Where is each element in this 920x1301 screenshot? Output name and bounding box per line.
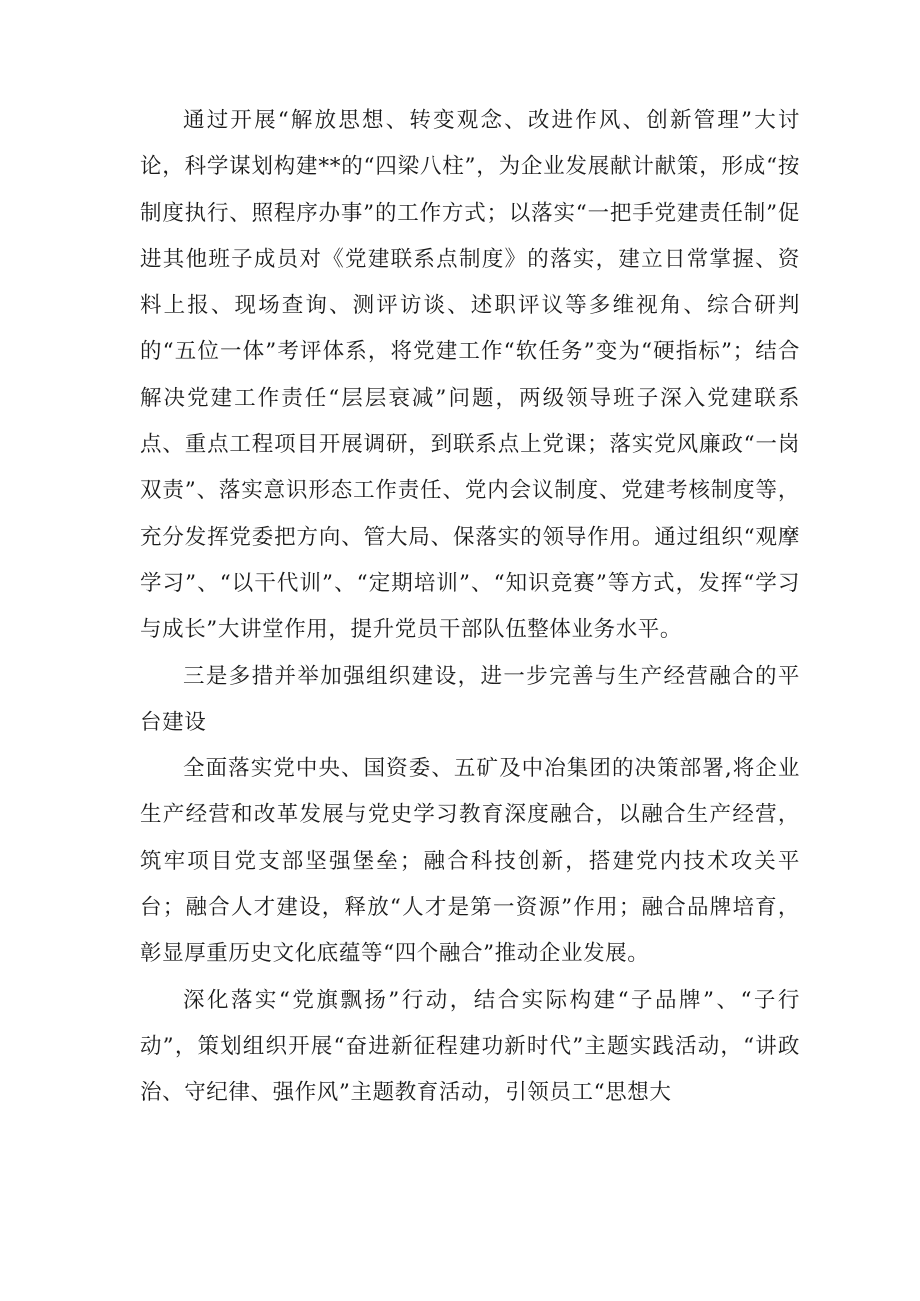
paragraph-party-building-responsibility: 通过开展“解放思想、转变观念、改进作风、创新管理”大讨论，科学谋划构建**的“四梁八柱”，为企业发展献计献策，形成“按制度执行、照程序办事”的工作方式；以落实“一把手党建责任制”促进其他班子成员对《党建联系点制度》的落实，建立日常掌握、资料上报、现场查询、测评访谈、述职评议等多维视角、综合研判的“五位一体”考评体系，将党建工作“软任务”变为“硬指标”；结合解决党建工作责任“层层衰减”问题，两级领导班子深入党建联系点、重点工程项目开展调研，到联系点上党课；落实党风廉政“一岗双责”、落实意识形态工作责任、党内会议制度、党建考核制度等，充分发挥党委把方向、管大局、保落实的领导作用。通过组织“观摩学习”、“以干代训”、“定期培训”、“知识竞赛”等方式，发挥“学习与成长”大讲堂作用，提升党员干部队伍整体业务水平。 [140, 108, 800, 643]
paragraph-party-flag-action: 深化落实“党旗飘扬”行动，结合实际构建“子品牌”、“子行动”，策划组织开展“奋进新征程建功新时代”主题实践活动，“讲政治、守纪律、强作风”主题教育活动，引领员工“思想大 [140, 987, 800, 1106]
document-page [140, 98, 800, 1117]
paragraph-four-integrations: 全面落实党中央、国资委、五矿及中冶集团的决策部署,将企业生产经营和改革发展与党史学习教育深度融合，以融合生产经营，筑牢项目党支部坚强堡垒；融合科技创新，搭建党内技术攻关平台；融合人才建设，释放“人才是第一资源”作用；融合品牌培育，彰显厚重历史文化底蕴等“四个融合”推动企业发展。 [140, 756, 800, 967]
section-heading-organization-building: 三是多措并举加强组织建设，进一步完善与生产经营融合的平台建设 [140, 663, 800, 735]
